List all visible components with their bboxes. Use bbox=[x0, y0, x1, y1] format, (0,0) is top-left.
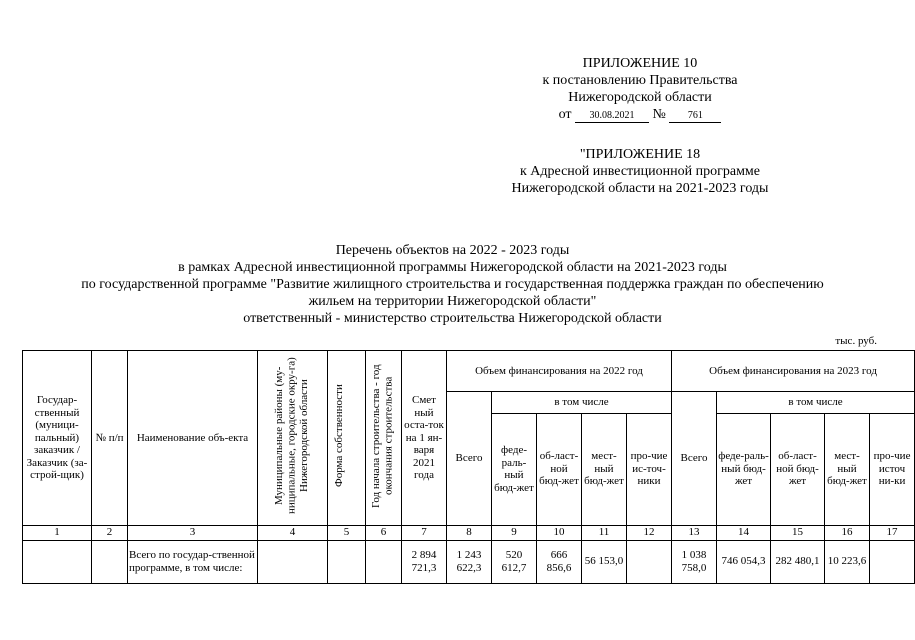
col-num-6: 6 bbox=[366, 525, 402, 540]
column-number-row bbox=[23, 525, 915, 540]
header-years-text: Год начала строительства - год окончания строительства bbox=[369, 364, 394, 508]
col-num-10: 10 bbox=[537, 525, 582, 540]
col-num-17: 17 bbox=[870, 525, 915, 540]
cell-oth-2022 bbox=[627, 540, 672, 583]
appendix-title: ПРИЛОЖЕНИЕ 10 bbox=[582, 56, 698, 71]
appendix-header bbox=[490, 55, 790, 123]
appendix-line1: к постановлению Правительства bbox=[542, 73, 738, 88]
header-loc-2023: мест-ный бюд-жет bbox=[825, 413, 870, 525]
header-num: № п/п bbox=[92, 351, 128, 526]
col-num-4: 4 bbox=[258, 525, 328, 540]
header-reg-2023: об-ласт-ной бюд-жет bbox=[771, 413, 825, 525]
col-num-11: 11 bbox=[582, 525, 627, 540]
appendix2-line1: к Адресной инвестиционной программе bbox=[519, 164, 761, 179]
header-row-1 bbox=[23, 351, 915, 392]
col-num-12: 12 bbox=[627, 525, 672, 540]
header-reg-2022: об-ласт-ной бюд-жет bbox=[537, 413, 582, 525]
header-name: Наименование объ-екта bbox=[128, 351, 258, 526]
cell-reg-2023: 282 480,1 bbox=[771, 540, 825, 583]
col-num-5: 5 bbox=[328, 525, 366, 540]
header-fed-2023: феде-раль-ный бюд-жет bbox=[717, 413, 771, 525]
header-oth-2023: про-чие источ ни-ки bbox=[870, 413, 915, 525]
col-num-14: 14 bbox=[717, 525, 771, 540]
table-row bbox=[23, 540, 915, 583]
cell-name: Всего по государ-ственной программе, в том числе: bbox=[128, 540, 258, 583]
col-num-9: 9 bbox=[492, 525, 537, 540]
appendix2-header bbox=[470, 146, 810, 197]
title-line-3: по государственной программе "Развитие жилищного строительства и государственная поддержка граждан по обеспечению bbox=[81, 277, 824, 292]
cell-loc-2022: 56 153,0 bbox=[582, 540, 627, 583]
date-prefix: от bbox=[558, 107, 572, 122]
cell-reg-2022: 666 856,6 bbox=[537, 540, 582, 583]
col-num-1: 1 bbox=[23, 525, 92, 540]
cell-fed-2022: 520 612,7 bbox=[492, 540, 537, 583]
title-line-1: Перечень объектов на 2022 - 2023 годы bbox=[335, 243, 570, 258]
appendix-number: 761 bbox=[669, 110, 721, 123]
appendix-date: 30.08.2021 bbox=[575, 110, 649, 123]
cell-total-2023: 1 038 758,0 bbox=[672, 540, 717, 583]
header-customer: Государ-ственный (муници-пальный) заказчик / Заказчик (за-строй-щик) bbox=[23, 351, 92, 526]
header-form-text: Форма собственности bbox=[332, 384, 345, 488]
col-num-3: 3 bbox=[128, 525, 258, 540]
title-line-5: ответственный - министерство строительства Нижегородской области bbox=[243, 311, 662, 326]
header-fed-2022: феде-раль-ный бюд-жет bbox=[492, 413, 537, 525]
header-loc-2022: мест-ный бюд-жет bbox=[582, 413, 627, 525]
col-num-7: 7 bbox=[402, 525, 447, 540]
header-total-2023: Всего bbox=[672, 392, 717, 526]
appendix-line2: Нижегородской области bbox=[568, 90, 712, 105]
number-sign: № bbox=[652, 107, 666, 122]
header-fin2022: Объем финансирования на 2022 год bbox=[447, 351, 672, 392]
cell-form bbox=[328, 540, 366, 583]
col-num-15: 15 bbox=[771, 525, 825, 540]
unit-label: тыс. руб. bbox=[835, 335, 877, 347]
header-districts bbox=[258, 351, 328, 526]
cell-fed-2023: 746 054,3 bbox=[717, 540, 771, 583]
col-num-16: 16 bbox=[825, 525, 870, 540]
financing-table bbox=[22, 350, 915, 584]
col-num-8: 8 bbox=[447, 525, 492, 540]
cell-district bbox=[258, 540, 328, 583]
header-fin2023: Объем финансирования на 2023 год bbox=[672, 351, 915, 392]
appendix2-title: "ПРИЛОЖЕНИЕ 18 bbox=[579, 147, 701, 162]
cell-years bbox=[366, 540, 402, 583]
header-incl-2022: в том числе bbox=[492, 392, 672, 414]
header-years bbox=[366, 351, 402, 526]
header-oth-2022: про-чие ис-точ-ники bbox=[627, 413, 672, 525]
col-num-13: 13 bbox=[672, 525, 717, 540]
title-line-2: в рамках Адресной инвестиционной программы Нижегородской области на 2021-2023 годы bbox=[178, 260, 727, 275]
cell-customer bbox=[23, 540, 92, 583]
document-title bbox=[40, 242, 865, 327]
cell-balance: 2 894 721,3 bbox=[402, 540, 447, 583]
header-form bbox=[328, 351, 366, 526]
cell-total-2022: 1 243 622,3 bbox=[447, 540, 492, 583]
cell-oth-2023 bbox=[870, 540, 915, 583]
header-districts-text: Муниципальные районы (му-ниципальные, городские окру-га) Нижегородской области bbox=[272, 357, 310, 515]
col-num-2: 2 bbox=[92, 525, 128, 540]
header-balance: Смет ный оста-ток на 1 ян-варя 2021 года bbox=[402, 351, 447, 526]
appendix2-line2: Нижегородской области на 2021-2023 годы bbox=[511, 181, 769, 196]
cell-loc-2023: 10 223,6 bbox=[825, 540, 870, 583]
title-line-4: жильем на территории Нижегородской области" bbox=[308, 294, 597, 309]
cell-num bbox=[92, 540, 128, 583]
header-incl-2023: в том числе bbox=[717, 392, 915, 414]
appendix-date-line bbox=[490, 106, 790, 123]
header-total-2022: Всего bbox=[447, 392, 492, 526]
